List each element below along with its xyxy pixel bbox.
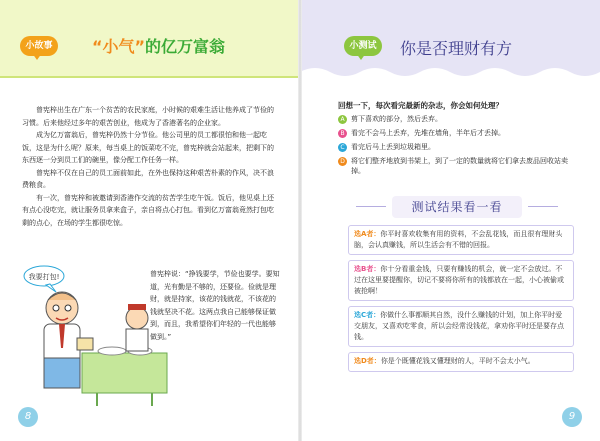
option-letter: B bbox=[338, 129, 347, 138]
quiz-badge-tail bbox=[356, 53, 366, 60]
result-text: 你十分看重金钱，只要有赚钱的机会，就一定不会放过。不过在这里要提醒你，切记不要将你所有的钱都放在一起，小心被偷或被抢啊！ bbox=[354, 265, 564, 295]
quiz-option-c bbox=[338, 142, 578, 152]
quiz-option-a bbox=[338, 114, 578, 124]
page-number-left: 8 bbox=[18, 407, 38, 427]
story-paragraph: 成为亿万富翁后，曾宪梓仍然十分节俭。他公司里的员工都很怕和他一起吃饭，这是为什么呢？原来，每当桌上的饭菜吃不完，曾宪梓就会站起来，把剩下的东西逐一分到员工们的碗里，像分配工作任务一样。 bbox=[22, 131, 274, 164]
banner-line-left bbox=[356, 206, 386, 207]
quiz-option-d bbox=[338, 156, 578, 176]
result-b bbox=[348, 260, 574, 301]
speech-bubble-text: 我要打包! bbox=[28, 273, 60, 281]
quiz-question: 回想一下，每次看完最新的杂志，你会如何处理？ bbox=[338, 101, 503, 110]
story-paragraph: 曾宪梓说：“挣钱要学，节俭也要学。要知道，光有勤是不够的，还要俭。俭就是理财，就是持家，该花的钱就花，不该花的钱就坚决不花。这两点我自己能够保证做到，而且，我希望你们年轻的一代也能够做到。” bbox=[150, 270, 280, 341]
right-page bbox=[300, 0, 600, 441]
results-title: 测试结果看一看 bbox=[411, 200, 503, 214]
result-text: 你做什么事都顺其自然，没什么赚钱的计划，加上你平时爱交朋友，又喜欢吃零食，所以会经常没钱花，拿劝你平时还是要存点钱。 bbox=[354, 311, 564, 341]
header-wave bbox=[300, 64, 600, 80]
option-text: 看完不会马上丢弃，先堆在墙角，半年后才丢掉。 bbox=[351, 129, 505, 137]
option-letter: C bbox=[338, 143, 347, 152]
result-d bbox=[348, 352, 574, 372]
page-number-right: 9 bbox=[562, 407, 582, 427]
option-letter: D bbox=[338, 157, 347, 166]
cartoon-illustration bbox=[22, 258, 172, 408]
result-a bbox=[348, 225, 574, 255]
option-text: 将它们整齐地放到书架上，到了一定的数量就将它们拿去废品回收站卖掉。 bbox=[351, 157, 568, 175]
story-paragraph: 曾宪梓不仅在自己的员工面前如此，在外也保持这种艰苦朴素的作风，决不浪费粮食。 bbox=[22, 168, 274, 189]
quiz-badge: 小测试 bbox=[344, 36, 382, 56]
option-text: 看完后马上丢到垃圾箱里。 bbox=[351, 143, 435, 151]
quiz-options bbox=[338, 114, 578, 180]
banner-line-right bbox=[528, 206, 558, 207]
page-gutter bbox=[298, 0, 302, 441]
result-text: 你是个既懂花钱又懂理财的人，平时不会太小气。 bbox=[380, 357, 535, 365]
option-text: 剪下喜欢的部分，然后丢弃。 bbox=[351, 115, 442, 123]
story-body bbox=[22, 104, 280, 229]
option-letter: A bbox=[338, 115, 347, 124]
story-paragraph: 曾宪梓出生在广东一个贫苦的农民家庭，小时候的艰难生活让他养成了节俭的习惯。后来他经过多年的艰苦创业，他成为了香港著名的企业家。 bbox=[22, 106, 274, 127]
story-badge-tail bbox=[32, 53, 42, 60]
story-title-quote: “小气” bbox=[92, 37, 146, 56]
result-tag: 选B者： bbox=[354, 265, 381, 273]
quiz-title: 你是否理财有方 bbox=[400, 39, 513, 58]
quiz-option-b bbox=[338, 128, 578, 138]
result-tag: 选D者： bbox=[354, 357, 381, 365]
result-tag: 选A者： bbox=[354, 230, 381, 238]
story-title bbox=[92, 34, 225, 57]
result-tag: 选C者： bbox=[354, 311, 381, 319]
story-paragraph: 有一次，曾宪梓和被邀请到香港作交流的贫苦学生吃午饭。饭后，他见桌上还有点心没吃完，就让服务员拿来盒子，亲自将点心打包。看到亿万富翁竟然打包吃剩的点心，在场的学生都很吃惊。 bbox=[22, 193, 274, 227]
story-badge: 小故事 bbox=[20, 36, 58, 56]
result-text: 你平时喜欢收集有用的资料，不会乱花钱，而且很有理财头脑，会认真赚钱，所以生活会有不错的回报。 bbox=[354, 230, 563, 249]
story-title-rest: 的亿万富翁 bbox=[145, 37, 226, 56]
results-banner bbox=[392, 196, 522, 218]
result-c bbox=[348, 306, 574, 347]
